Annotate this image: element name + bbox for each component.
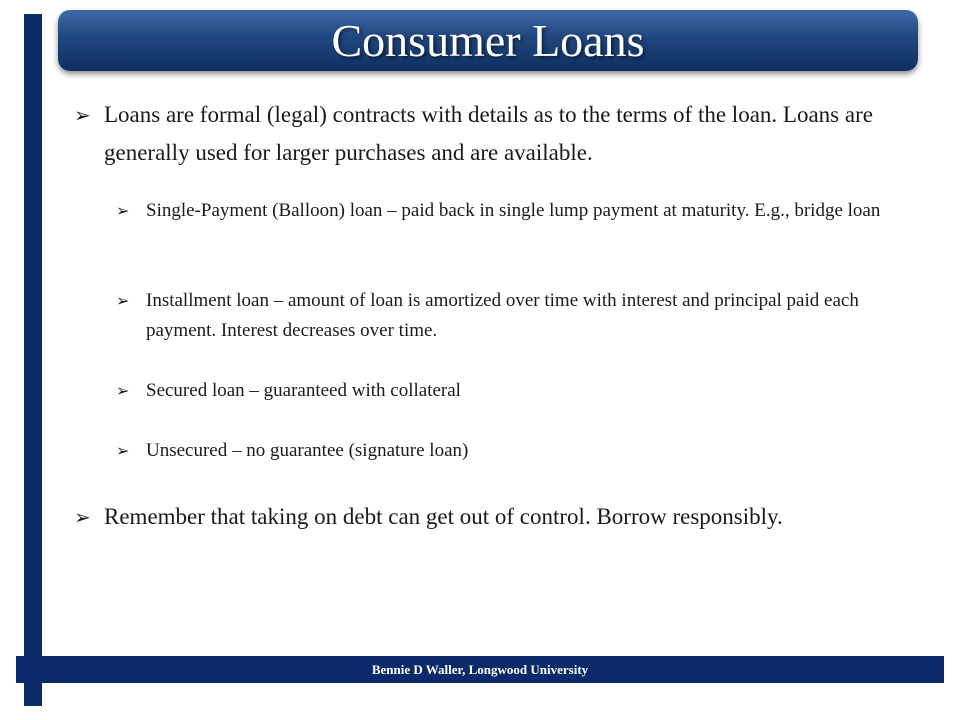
arrow-bullet-icon: ➢ — [116, 291, 130, 310]
bullet-text: Loans are formal (legal) contracts with details as to the terms of the loan. Loans are generally used for larger purchases and are available. — [104, 102, 873, 165]
sub-bullet-text: Secured loan – guaranteed with collateral — [146, 380, 461, 401]
sub-bullet-text: Installment loan – amount of loan is amortized over time with interest and principal paid each payment. Interest decreases over time. — [146, 290, 859, 341]
slide-corner-mark — [58, 694, 70, 708]
arrow-bullet-icon: ➢ — [74, 505, 91, 529]
sub-bullet-item — [116, 196, 906, 226]
arrow-bullet-icon: ➢ — [116, 441, 130, 460]
bullet-text: Remember that taking on debt can get out of control. Borrow responsibly. — [104, 504, 783, 529]
footer-credit: Bennie D Waller, Longwood University — [371, 661, 589, 677]
arrow-bullet-icon: ➢ — [74, 103, 91, 127]
bullet-item — [74, 498, 914, 536]
sub-bullet-item — [116, 436, 906, 466]
sub-bullet-text: Single-Payment (Balloon) loan – paid back in single lump payment at maturity. E.g., bridge loan — [146, 200, 881, 221]
arrow-bullet-icon: ➢ — [116, 381, 130, 400]
arrow-bullet-icon: ➢ — [116, 201, 130, 220]
sub-bullet-item — [116, 286, 906, 346]
left-accent-bar — [24, 14, 42, 706]
sub-bullet-item — [116, 376, 906, 406]
slide-title: Consumer Loans — [331, 14, 645, 66]
bullet-item — [74, 96, 914, 172]
title-banner — [58, 10, 918, 71]
sub-bullet-text: Unsecured – no guarantee (signature loan) — [146, 440, 469, 461]
footer-bar — [16, 656, 944, 683]
